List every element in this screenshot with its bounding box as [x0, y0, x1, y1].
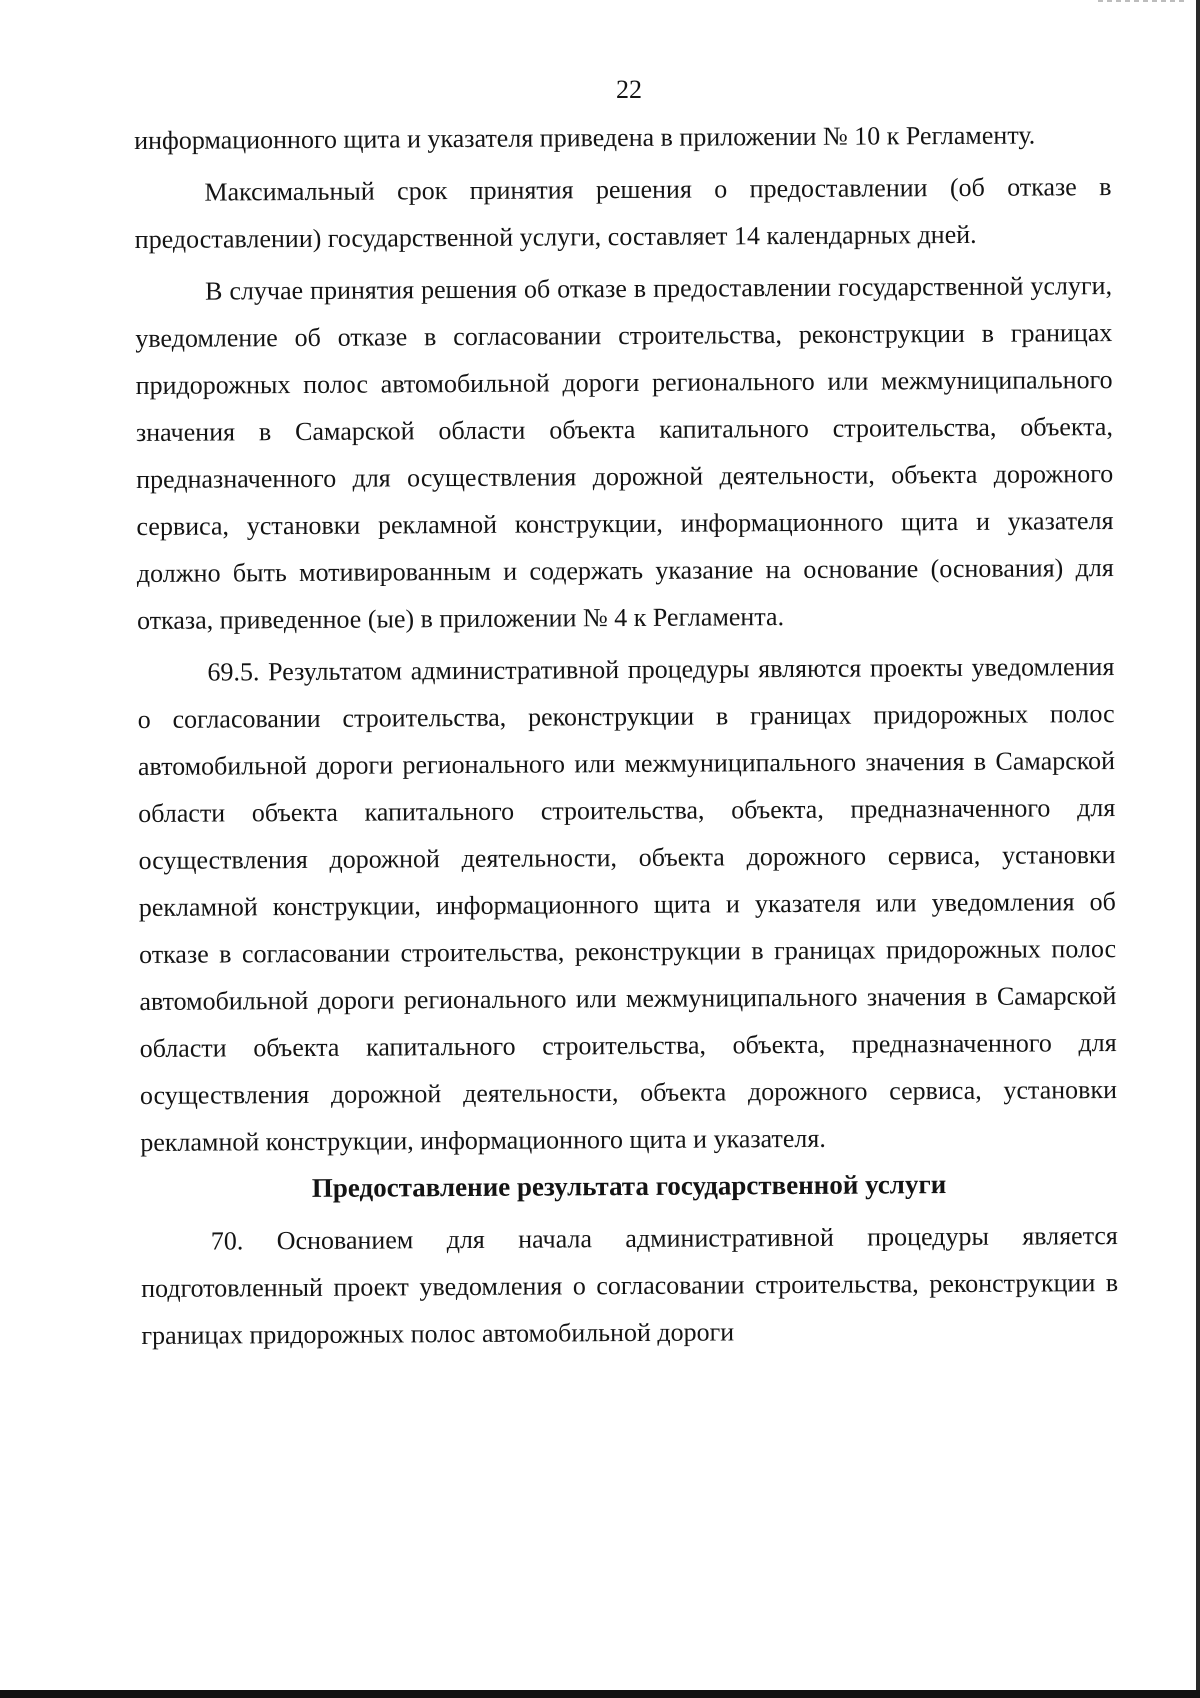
scan-border-bottom — [0, 1690, 1200, 1698]
paragraph-continuation: информационного щита и указателя приведена в приложении № 10 к Регламенту. — [134, 120, 1036, 155]
page-number: 22 — [616, 75, 642, 104]
scan-artifact — [1098, 0, 1188, 2]
paragraph-69-5: 69.5. Результатом административной процедуры являются проекты уведомления о согласовании строительства, реконструкции в границах придорожных полос автомобильной дороги регионального или межмуниципального значения в Самарской области объекта капитального строительства, объекта, предназначенного для осуществления дорожной деятельности, объекта дорожного сервиса, установки рекламной конструкции, информационного щита и указателя или уведомления об отказе в согласовании строительства, реконструкции в границах придорожных полос автомобильной дороги регионального или межмуниципального значения в Самарской области объекта капитального строительства, объекта, предназначенного для осуществления дорожной деятельности, объекта дорожного сервиса, установки рекламной конструкции, информационного щита и указателя. — [137, 652, 1118, 1157]
document-body — [134, 111, 1119, 1359]
paragraph-70: 70. Основанием для начала административной процедуры является подготовленный проект уведомления о согласовании строительства, реконструкции в границах придорожных полос автомобильной дороги — [141, 1221, 1119, 1350]
scan-border-right — [1196, 0, 1200, 1698]
paragraph-refusal: В случае принятия решения об отказе в предоставлении государственной услуги, уведомление об отказе в согласовании строительства, реконструкции в границах придорожных полос автомобильной дороги регионального или межмуниципального значения в Самарской области объекта капитального строительства, объекта, предназначенного для осуществления дорожной деятельности, объекта дорожного сервиса, установки рекламной конструкции, информационного щита и указателя должно быть мотивированным и содержать указание на основание (основания) для отказа, приведенное (ые) в приложении № 4 к Регламента. — [135, 271, 1114, 635]
paragraph-deadline: Максимальный срок принятия решения о предоставлении (об отказе в предоставлении) государственной услуги, составляет 14 календарных дней. — [134, 172, 1112, 254]
section-heading: Предоставление результата государственной услуги — [311, 1169, 947, 1203]
